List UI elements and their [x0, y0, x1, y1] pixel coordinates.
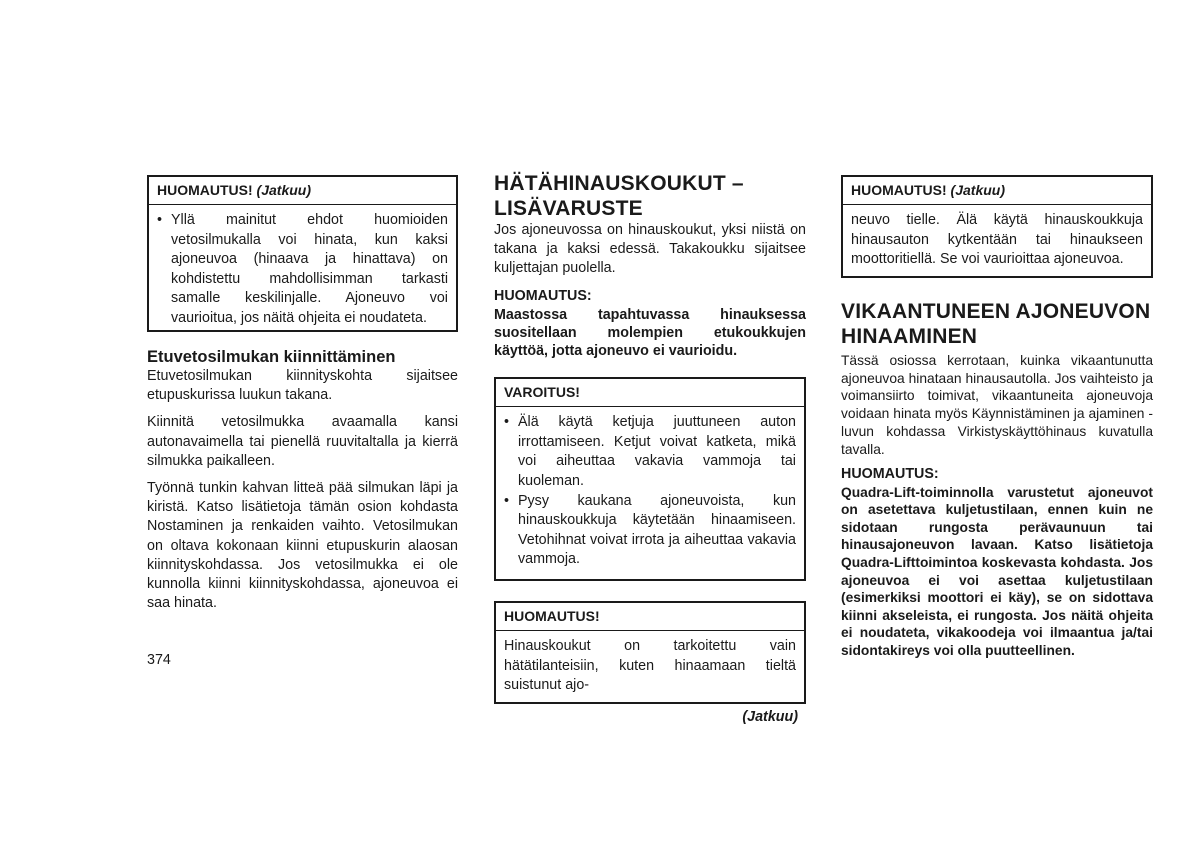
continued-label: (Jatkuu) [256, 182, 311, 198]
continued-label: (Jatkuu) [742, 708, 798, 725]
list-item [504, 492, 796, 570]
column-right [841, 175, 1153, 660]
note-box-continued [147, 175, 458, 332]
list-item [157, 211, 448, 329]
note-box-body [149, 205, 456, 337]
note-box [494, 601, 806, 704]
paragraph: Kiinnitä vetosilmukka avaamalla kansi autonavaimella tai pienellä ruuvitaltalla ja kierrä silmukka paikalleen. [147, 414, 458, 469]
note-label: HUOMAUTUS: [494, 287, 592, 304]
note-text: Quadra-Lift-toiminnolla varustetut ajoneuvot on asetettava kuljetustilaan, ennen kuin ne sidotaan rungosta perävaunuun tai hinausajoneuvon lavaan. Katso lisätietoja Quadra-Lifttoimintoa koskevasta kohdasta. Jos ajoneuvoa ei voi asettaa kuljetustilaan (esimerkiksi moottori ei käy), se on sidottava kiinni akseleista, ei rungosta. Jos näitä ohjeita ei noudateta, vikakoodeja voi ilmaantua ja/tai sidontakireys voi olla puutteellinen. [841, 484, 1153, 658]
warning-title: VAROITUS! [504, 384, 580, 401]
paragraph: Työnnä tunkin kahvan litteä pää silmukan läpi ja kiristä. Katso lisätietoja tämän osion kohdasta Nostaminen ja renkaiden vaihto. Vetosilmukan on oltava kokonaan kiinni etupuskurin alaosan kiinnityskohdassa. Jos vetosilmukka ei ole kunnolla kiinni kiinnityskohdassa, ajoneuvoa ei saa hinata. [147, 480, 458, 612]
intro-paragraph: Jos ajoneuvossa on hinauskoukut, yksi niistä on takana ja kaksi edessä. Takakoukku sijaitsee kuljettajan puolella. [494, 222, 806, 277]
note-title: HUOMAUTUS! [157, 182, 253, 198]
note-box-body [843, 205, 1151, 276]
bullet-icon: • [504, 492, 510, 509]
continued-label: (Jatkuu) [950, 182, 1005, 198]
note-box-title [149, 177, 456, 199]
paragraph: Etuvetosilmukan kiinnityskohta sijaitsee etupuskurissa luukun takana. [147, 368, 458, 404]
page-number: 374 [147, 652, 171, 668]
note-box-title [843, 177, 1151, 199]
intro-paragraph: Tässä osiossa kerrotaan, kuinka vikaantunutta ajoneuvoa hinataan hinausautolla. Jos vaihteisto ja voimansiirto toimivat, vikaantuneita ajoneuvoja voidaan hinata myös Käynnistäminen ja ajaminen -luvun kohdassa Virkistyskäyttöhinaus kuvatulla tavalla. [841, 352, 1153, 457]
column-left [147, 175, 458, 613]
note-body [496, 631, 804, 702]
warning-text: Älä käytä ketjuja juuttuneen auton irrottamiseen. Ketjut voivat katketa, mikä voi aiheuttaa vakavia vammoja tai kuoleman. [518, 414, 796, 489]
note-box-continued [841, 175, 1153, 278]
list-item [504, 413, 796, 491]
note-text: neuvo tielle. Älä käytä hinauskoukkuja hinausauton kytkentään tai hinaukseen moottoritiellä. Se voi vaurioittaa ajoneuvoa. [851, 212, 1143, 268]
note-text: Hinauskoukut on tarkoitettu vain hätätilanteisiin, kuten hinaamaan tieltä suistunut ajo- [504, 637, 796, 694]
note-text: Yllä mainitut ehdot huomioiden vetosilmukalla voi hinata, kun kaksi ajoneuvoa (hinaava ja hinattava) on kohdistettu mahdollisimman tarkasti samalle keskilinjalle. Ajoneuvo voi vaurioitua, jos näitä ohjeita ei noudateta. [171, 212, 448, 326]
note-title: HUOMAUTUS! [851, 182, 947, 198]
bullet-icon: • [157, 212, 163, 228]
section-heading: VIKAANTUNEEN AJONEUVON HINAAMINEN [841, 299, 1151, 348]
section-heading: Etuvetosilmukan kiinnittäminen [147, 348, 396, 366]
bullet-icon: • [504, 414, 510, 431]
section-heading: HÄTÄHINAUSKOUKUT – LISÄVARUSTE [494, 172, 744, 220]
warning-body [496, 407, 804, 579]
warning-text: Pysy kaukana ajoneuvoista, kun hinauskoukkuja käytetään hinaamiseen. Vetohihnat voivat irrota ja aiheuttaa vakavia vammoja. [518, 492, 796, 568]
warning-box [494, 377, 806, 581]
column-middle [494, 171, 806, 725]
note-text: Maastossa tapahtuvassa hinauksessa suositellaan molempien etukoukkujen käyttöä, jotta ajoneuvo ei vaurioidu. [494, 306, 806, 360]
note-label: HUOMAUTUS: [841, 465, 939, 482]
note-title: HUOMAUTUS! [504, 607, 600, 624]
